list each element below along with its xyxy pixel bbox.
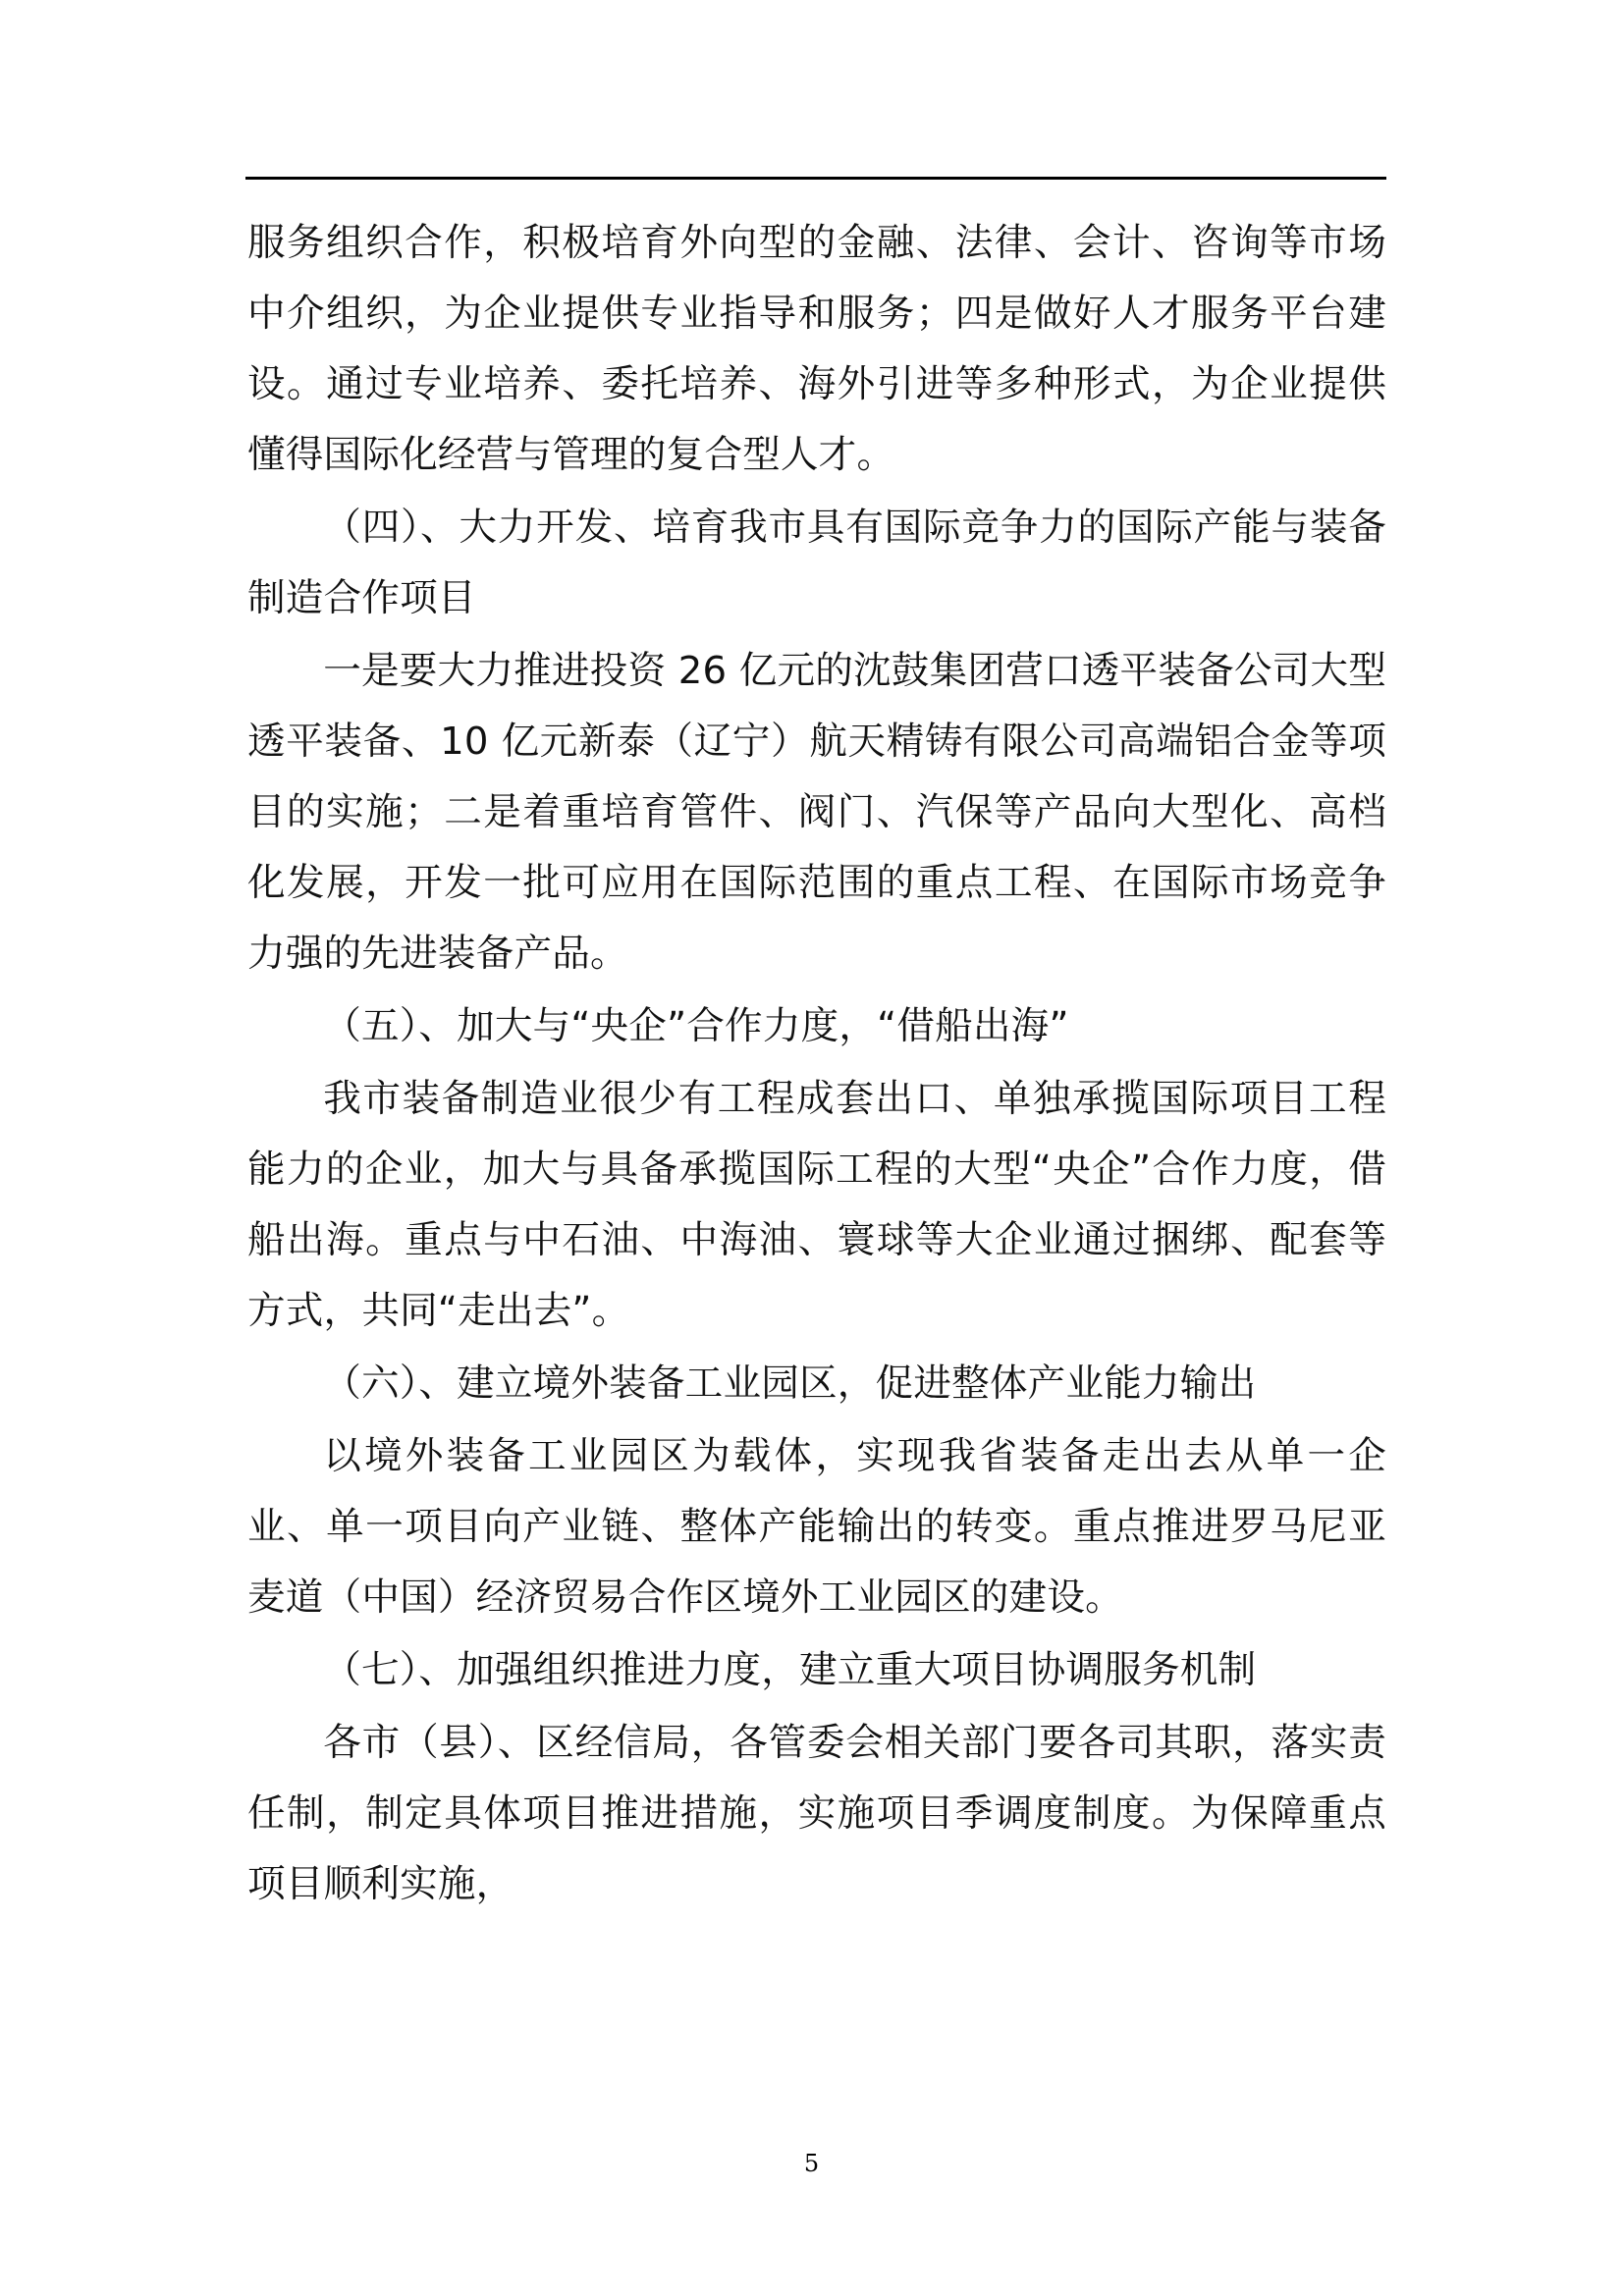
paragraph: 我市装备制造业很少有工程成套出口、单独承揽国际项目工程能力的企业，加大与具备承揽国际工程的大型“央企”合作力度，借船出海。重点与中石油、中海油、寰球等大企业通过捆绑、配套等方式，共同“走出去”。 bbox=[247, 1077, 1386, 1333]
document-body bbox=[247, 208, 1386, 1920]
section-heading-6: （六）、建立境外装备工业园区，促进整体产业能力输出 bbox=[323, 1362, 1257, 1406]
page-number: 5 bbox=[803, 2150, 820, 2177]
paragraph-continued: 服务组织合作，积极培育外向型的金融、法律、会计、咨询等市场中介组织，为企业提供专业指导和服务；四是做好人才服务平台建设。通过专业培养、委托培养、海外引进等多种形式，为企业提供懂得国际化经营与管理的复合型人才。 bbox=[247, 221, 1386, 477]
section-heading-7: （七）、加强组织推进力度，建立重大项目协调服务机制 bbox=[323, 1648, 1257, 1692]
section-heading-4: （四）、大力开发、培育我市具有国际竞争力的国际产能与装备制造合作项目 bbox=[247, 506, 1386, 620]
paragraph: 各市（县）、区经信局，各管委会相关部门要各司其职，落实责任制，制定具体项目推进措施，实施项目季调度制度。为保障重点项目顺利实施， bbox=[247, 1721, 1386, 1906]
paragraph: 一是要大力推进投资 26 亿元的沈鼓集团营口透平装备公司大型透平装备、10 亿元新泰（辽宁）航天精铸有限公司高端铝合金等项目的实施；二是着重培育管件、阀门、汽保等产品向大型化、高档化发展，开发一批可应用在国际范围的重点工程、在国际市场竞争力强的先进装备产品。 bbox=[247, 649, 1386, 976]
section-heading-5: （五）、加大与“央企”合作力度，“借船出海” bbox=[323, 1004, 1069, 1048]
header-rule bbox=[245, 177, 1386, 180]
paragraph: 以境外装备工业园区为载体，实现我省装备走出去从单一企业、单一项目向产业链、整体产能输出的转变。重点推进罗马尼亚麦道（中国）经济贸易合作区境外工业园区的建设。 bbox=[247, 1434, 1386, 1620]
